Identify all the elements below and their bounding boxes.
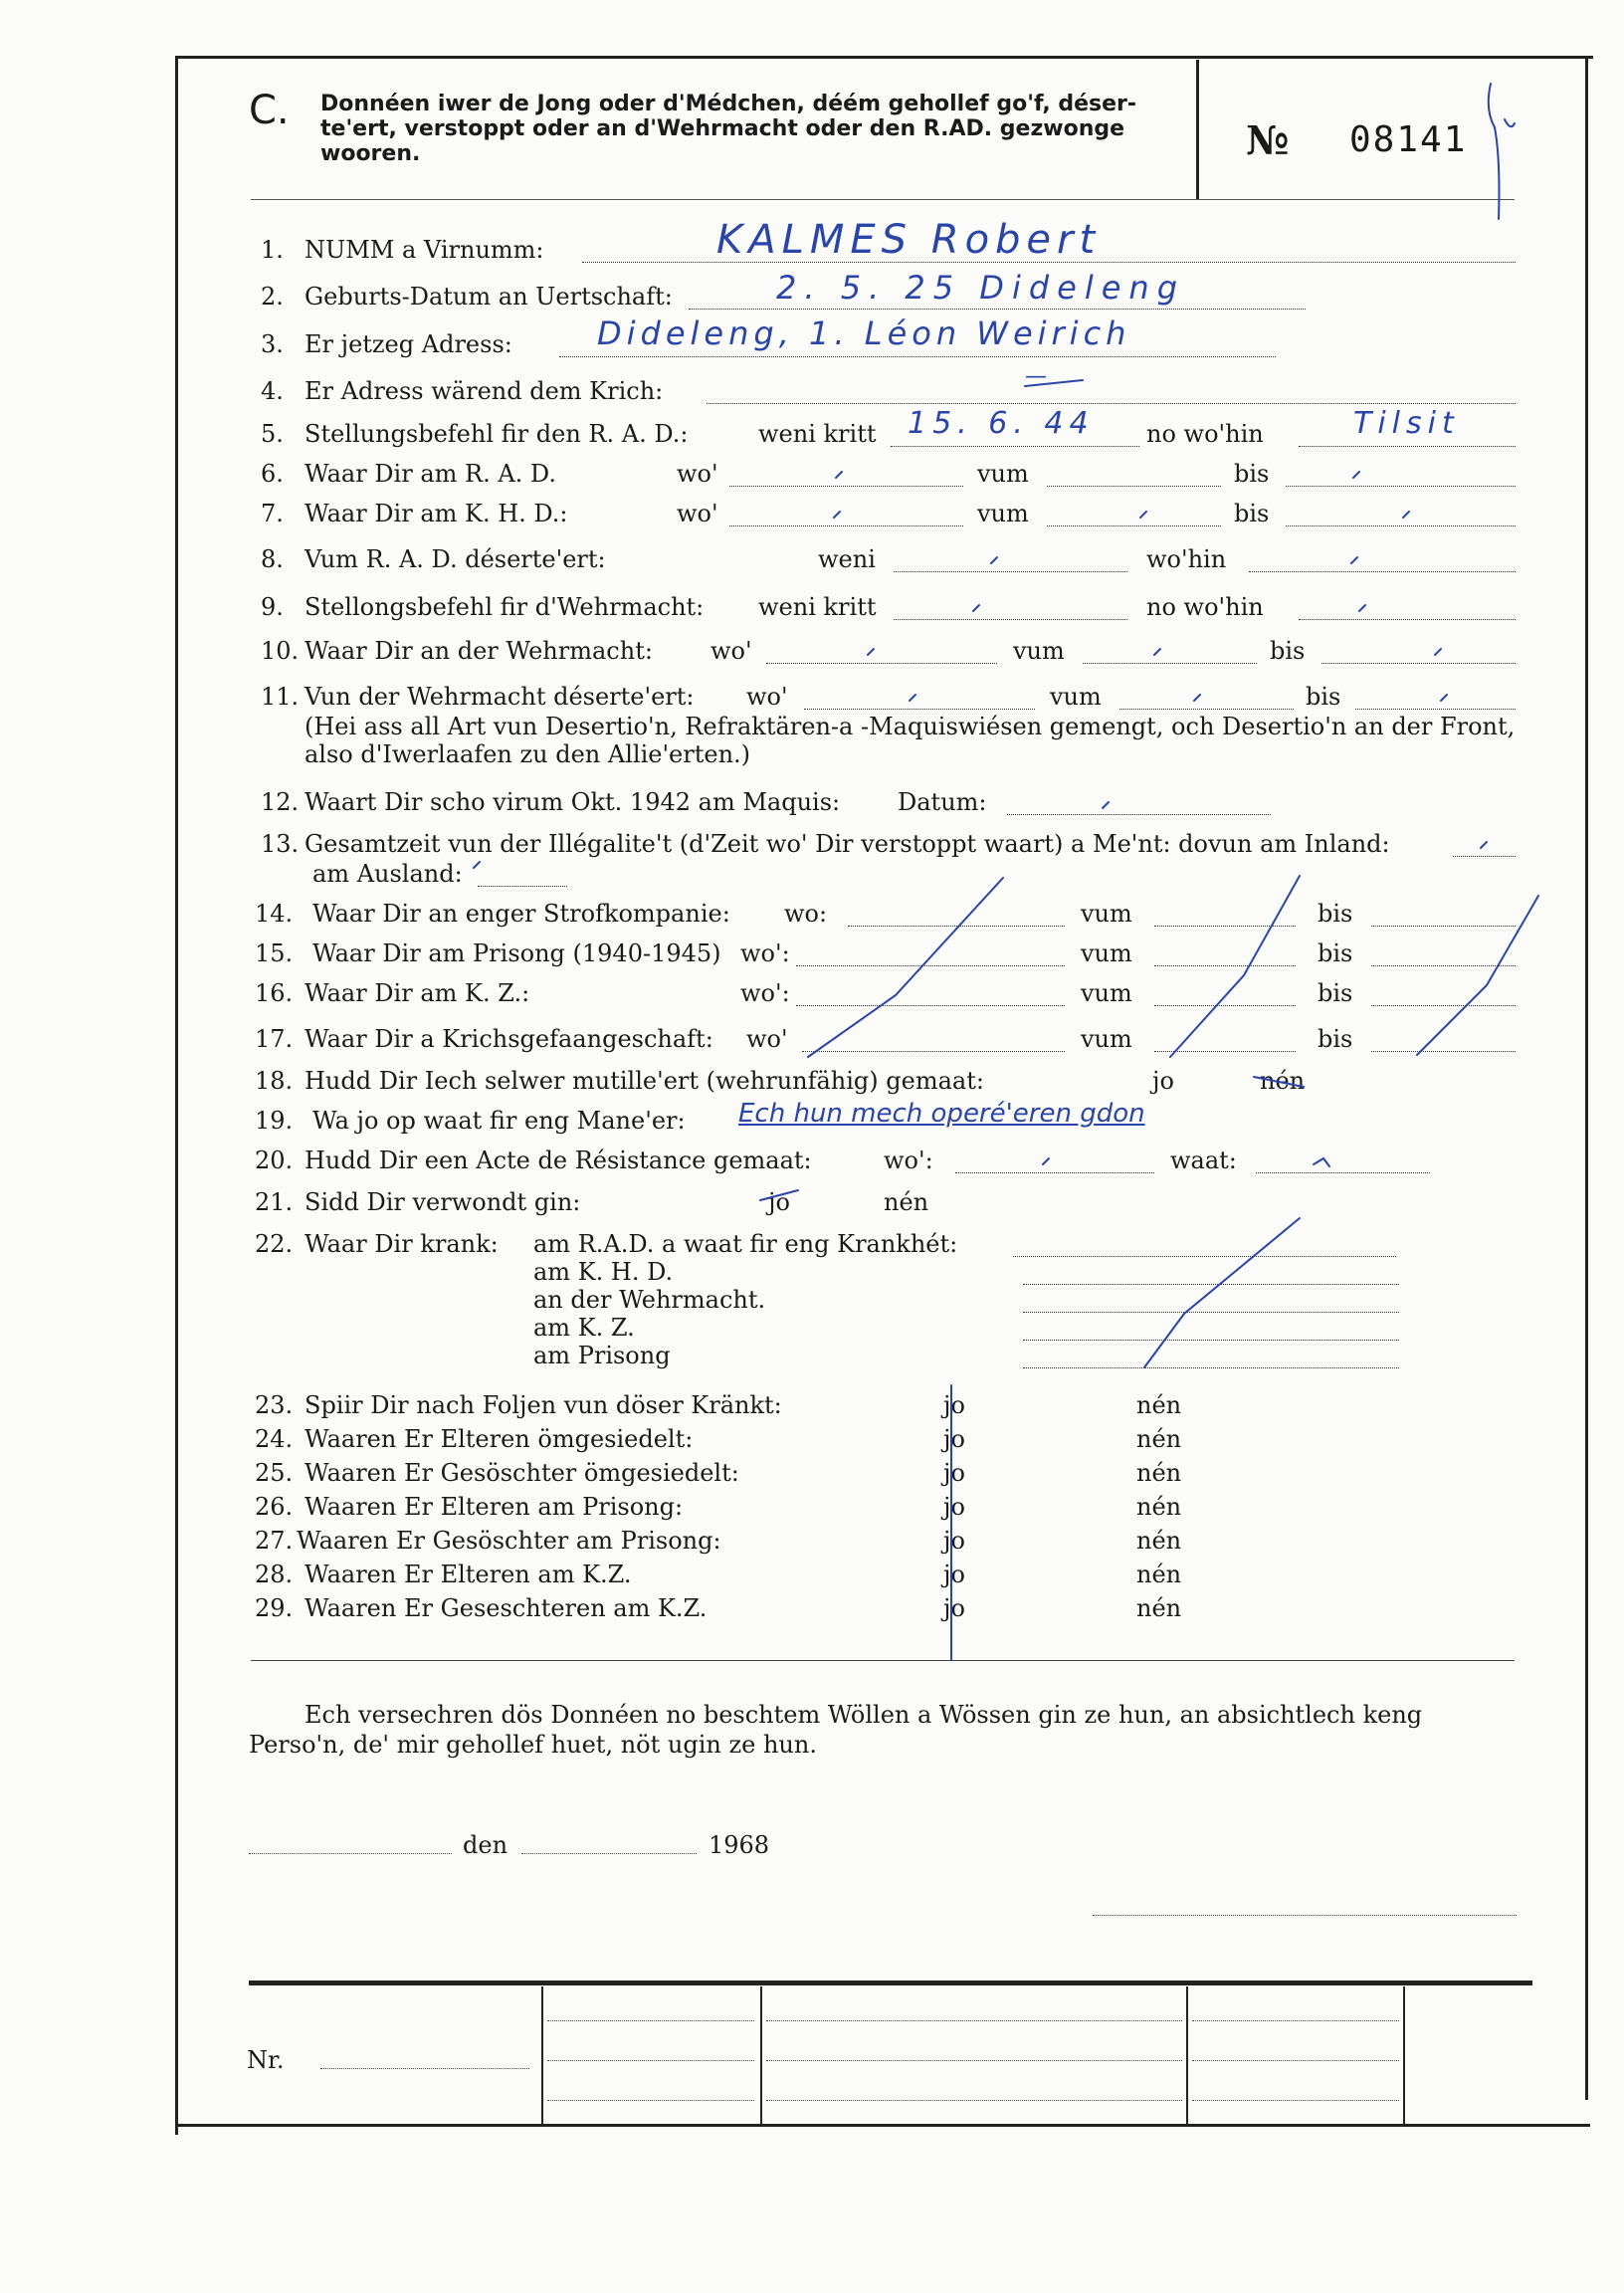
field-2-number: 2. bbox=[261, 283, 284, 311]
field-15-bis-label: bis bbox=[1318, 939, 1353, 967]
field-26-nen[interactable]: nén bbox=[1136, 1493, 1182, 1521]
field-11-note: (Hei ass all Art vun Desertio'n, Refraktären-a -Maquiswiésen gemengt, och Desertio'n an der Front, also d'Iwerlaafen zu den Allie'erten.) bbox=[304, 713, 1516, 768]
field-15-label: Waar Dir am Prisong (1940-1945) bbox=[312, 939, 721, 967]
field-22-sub-prisong: am Prisong bbox=[533, 1342, 671, 1369]
field-14-vum-label: vum bbox=[1081, 900, 1132, 928]
field-17-vum-label: vum bbox=[1081, 1025, 1132, 1053]
field-15-vum-label: vum bbox=[1081, 939, 1132, 967]
field-23-label: Spiir Dir nach Foljen vun döser Kränkt: bbox=[304, 1391, 782, 1419]
field-11-vum-label: vum bbox=[1050, 683, 1102, 711]
field-3-label: Er jetzeg Adress: bbox=[304, 330, 512, 358]
field-8-wohin-label: wo'hin bbox=[1146, 545, 1227, 573]
field-1-number: 1. bbox=[261, 236, 284, 264]
field-9-number: 9. bbox=[261, 593, 284, 621]
field-6-wo-label: wo' bbox=[677, 460, 718, 488]
signature-year: 1968 bbox=[709, 1831, 770, 1859]
field-12-number: 12. bbox=[261, 788, 300, 816]
nen-strike bbox=[1254, 1077, 1304, 1087]
field-21-nen[interactable]: nén bbox=[884, 1188, 929, 1216]
field-27-nen[interactable]: nén bbox=[1136, 1527, 1182, 1555]
field-18-jo[interactable]: jo bbox=[1152, 1067, 1174, 1095]
field-18-nen[interactable]: nén bbox=[1260, 1067, 1306, 1095]
field-14-bis-label: bis bbox=[1318, 900, 1353, 928]
field-2-value[interactable]: 2. 5. 25 Dideleng bbox=[776, 269, 1185, 307]
field-22-sub-kz: am K. Z. bbox=[533, 1314, 635, 1342]
field-7-bis-label: bis bbox=[1234, 500, 1270, 527]
margin-mark-stroke bbox=[1505, 119, 1515, 126]
field-20-label: Hudd Dir een Acte de Résistance gemaat: bbox=[304, 1146, 812, 1174]
field-6-bis-label: bis bbox=[1234, 460, 1270, 488]
strike-stroke bbox=[1170, 876, 1300, 1057]
field-23-number: 23. bbox=[255, 1391, 294, 1419]
field-7-number: 7. bbox=[261, 500, 284, 527]
field-27-number: 27. bbox=[255, 1527, 294, 1555]
field-16-vum-label: vum bbox=[1081, 979, 1132, 1007]
field-8-number: 8. bbox=[261, 545, 284, 573]
field-6-label: Waar Dir am R. A. D. bbox=[304, 460, 556, 488]
field-29-jo[interactable]: jo bbox=[943, 1594, 965, 1622]
field-22-sub-wehrmacht: an der Wehrmacht. bbox=[533, 1286, 766, 1314]
field-7-label: Waar Dir am K. H. D.: bbox=[304, 500, 568, 527]
field-23-nen[interactable]: nén bbox=[1136, 1391, 1182, 1419]
field-24-nen[interactable]: nén bbox=[1136, 1425, 1182, 1453]
field-14-label: Waar Dir an enger Strofkompanie: bbox=[312, 900, 730, 928]
field-17-number: 17. bbox=[255, 1025, 294, 1053]
field-5-date-value[interactable]: 15. 6. 44 bbox=[908, 406, 1095, 441]
field-4-number: 4. bbox=[261, 377, 284, 405]
field-24-jo[interactable]: jo bbox=[943, 1425, 965, 1453]
field-11-wo-label: wo' bbox=[746, 683, 788, 711]
strike-stroke bbox=[808, 878, 1003, 1057]
field-26-number: 26. bbox=[255, 1493, 294, 1521]
declaration-text: Ech versechren dös Donnéen no beschtem Wöllen a Wössen gin ze hun, an absichtlech keng Perso'n, de' mir gehollef huet, nöt ugin ze hun. bbox=[249, 1701, 1423, 1759]
field-15-number: 15. bbox=[255, 939, 294, 967]
field-22-label: Waar Dir krank: bbox=[304, 1230, 499, 1258]
field-14-wo-label: wo: bbox=[784, 900, 828, 928]
field-24-number: 24. bbox=[255, 1425, 294, 1453]
field-20-number: 20. bbox=[255, 1146, 294, 1174]
field-17-bis-label: bis bbox=[1318, 1025, 1353, 1053]
field-29-label: Waaren Er Geseschteren am K.Z. bbox=[304, 1594, 708, 1622]
field-10-label: Waar Dir an der Wehrmacht: bbox=[304, 637, 653, 665]
field-11-bis-label: bis bbox=[1306, 683, 1341, 711]
field-1-label: NUMM a Virnumm: bbox=[304, 236, 544, 264]
field-28-jo[interactable]: jo bbox=[943, 1561, 965, 1588]
field-21-number: 21. bbox=[255, 1188, 294, 1216]
field-6-vum-label: vum bbox=[977, 460, 1029, 488]
field-5-number: 5. bbox=[261, 420, 284, 448]
field-1-value[interactable]: KALMES Robert bbox=[716, 217, 1102, 263]
field-5-label: Stellungsbefehl fir den R. A. D.: bbox=[304, 420, 689, 448]
field-16-label: Waar Dir am K. Z.: bbox=[304, 979, 530, 1007]
field-8-label: Vum R. A. D. déserte'ert: bbox=[304, 545, 606, 573]
field-16-number: 16. bbox=[255, 979, 294, 1007]
field-13-label: Gesamtzeit vun der Illégalite't (d'Zeit wo' Dir verstoppt waart) a Me'nt: dovun am Inland: bbox=[304, 830, 1390, 858]
signature-den: den bbox=[463, 1831, 508, 1859]
strike-stroke bbox=[1417, 896, 1538, 1055]
field-14-number: 14. bbox=[255, 900, 294, 928]
field-18-number: 18. bbox=[255, 1067, 294, 1095]
section-letter: C. bbox=[249, 88, 290, 133]
field-12-datum-label: Datum: bbox=[898, 788, 987, 816]
field-11-label: Vun der Wehrmacht déserte'ert: bbox=[304, 683, 695, 711]
field-28-label: Waaren Er Elteren am K.Z. bbox=[304, 1561, 632, 1588]
field-17-wo-label: wo' bbox=[746, 1025, 788, 1053]
field-26-label: Waaren Er Elteren am Prisong: bbox=[304, 1493, 684, 1521]
field-25-label: Waaren Er Gesöschter ömgesiedelt: bbox=[304, 1459, 739, 1487]
field-16-bis-label: bis bbox=[1318, 979, 1353, 1007]
field-3-number: 3. bbox=[261, 330, 284, 358]
field-7-wo-label: wo' bbox=[677, 500, 718, 527]
field-19-number: 19. bbox=[255, 1107, 294, 1135]
field-25-nen[interactable]: nén bbox=[1136, 1459, 1182, 1487]
field-16-wo-label: wo': bbox=[740, 979, 790, 1007]
form-number: 08141 bbox=[1349, 119, 1468, 160]
field-15-wo-label: wo': bbox=[740, 939, 790, 967]
field-5-place-value[interactable]: Tilsit bbox=[1353, 406, 1460, 441]
strike-stroke bbox=[1144, 1218, 1300, 1367]
field-25-number: 25. bbox=[255, 1459, 294, 1487]
field-9-wohin-label: no wo'hin bbox=[1146, 593, 1264, 621]
number-symbol: № bbox=[1246, 117, 1290, 164]
field-6-number: 6. bbox=[261, 460, 284, 488]
field-23-jo[interactable]: jo bbox=[943, 1391, 965, 1419]
field-8-weni-label: weni bbox=[818, 545, 876, 573]
field-27-jo[interactable]: jo bbox=[943, 1527, 965, 1555]
field-13-ausland-label: am Ausland: bbox=[312, 860, 463, 888]
margin-mark-stroke bbox=[1489, 84, 1500, 219]
field-4-label: Er Adress wärend dem Krich: bbox=[304, 377, 664, 405]
field-22-number: 22. bbox=[255, 1230, 294, 1258]
field-19-label: Wa jo op waat fir eng Mane'er: bbox=[312, 1107, 686, 1135]
field-2-label: Geburts-Datum an Uertschaft: bbox=[304, 283, 673, 311]
field-13-number: 13. bbox=[261, 830, 300, 858]
field-17-label: Waar Dir a Krichsgefaangeschaft: bbox=[304, 1025, 713, 1053]
form-title: Donnéen iwer de Jong oder d'Médchen, déém gehollef go'f, déser-te'ert, verstoppt oder an d'Wehrmacht oder den R.AD. gezwonge wooren. bbox=[320, 92, 1136, 166]
field-10-vum-label: vum bbox=[1013, 637, 1065, 665]
field-7-vum-label: vum bbox=[977, 500, 1029, 527]
field-20-waat-label: waat: bbox=[1170, 1146, 1237, 1174]
field-5-label-weni: weni kritt bbox=[758, 420, 877, 448]
field-24-label: Waaren Er Elteren ömgesiedelt: bbox=[304, 1425, 694, 1453]
field-12-label: Waart Dir scho virum Okt. 1942 am Maquis: bbox=[304, 788, 841, 816]
field-11-number: 11. bbox=[261, 683, 300, 711]
field-29-number: 29. bbox=[255, 1594, 294, 1622]
field-19-value[interactable]: Ech hun mech operé'eren gdon bbox=[738, 1099, 1145, 1129]
footer-nr-label: Nr. bbox=[247, 2046, 285, 2074]
field-10-bis-label: bis bbox=[1270, 637, 1306, 665]
field-21-jo[interactable]: jo bbox=[768, 1188, 790, 1216]
field-22-sub-rad: am R.A.D. a waat fir eng Krankhét: bbox=[533, 1230, 958, 1258]
dash-stroke bbox=[1025, 380, 1083, 386]
field-29-nen[interactable]: nén bbox=[1136, 1594, 1182, 1622]
field-28-nen[interactable]: nén bbox=[1136, 1561, 1182, 1588]
field-18-label: Hudd Dir Iech selwer mutille'ert (wehrunfähig) gemaat: bbox=[304, 1067, 984, 1095]
field-4-value[interactable]: — bbox=[1025, 364, 1047, 389]
field-10-number: 10. bbox=[261, 637, 300, 665]
field-3-value[interactable]: Dideleng, 1. Léon Weirich bbox=[597, 314, 1131, 352]
field-22-sub-khd: am K. H. D. bbox=[533, 1258, 674, 1286]
field-9-label: Stellongsbefehl fir d'Wehrmacht: bbox=[304, 593, 705, 621]
field-26-jo[interactable]: jo bbox=[943, 1493, 965, 1521]
field-21-label: Sidd Dir verwondt gin: bbox=[304, 1188, 581, 1216]
field-27-label: Waaren Er Gesöschter am Prisong: bbox=[297, 1527, 721, 1555]
field-5-label-wohin: no wo'hin bbox=[1146, 420, 1264, 448]
field-9-weni-label: weni kritt bbox=[758, 593, 877, 621]
field-25-jo[interactable]: jo bbox=[943, 1459, 965, 1487]
field-10-wo-label: wo' bbox=[710, 637, 752, 665]
field-28-number: 28. bbox=[255, 1561, 294, 1588]
jo-strike bbox=[760, 1190, 798, 1200]
field-20-wo-label: wo': bbox=[884, 1146, 933, 1174]
